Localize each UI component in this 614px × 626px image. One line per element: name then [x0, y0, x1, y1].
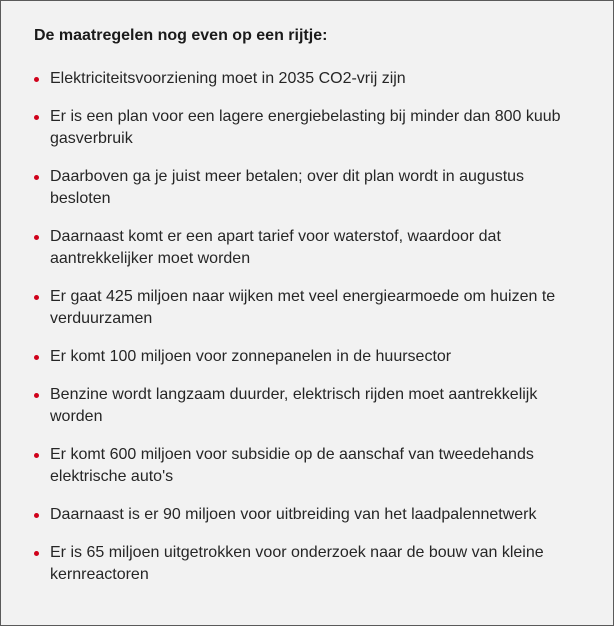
list-item-text: Benzine wordt langzaam duurder, elektrisch rijden moet aantrekkelijk worden: [50, 386, 538, 425]
bullet-icon: [34, 235, 39, 240]
bullet-icon: [34, 513, 39, 518]
measures-heading: De maatregelen nog even op een rijtje:: [34, 27, 328, 44]
bullet-icon: [34, 453, 39, 458]
bullet-icon: [34, 295, 39, 300]
list-item: [34, 444, 573, 488]
list-item: [34, 542, 573, 586]
measures-list: [34, 68, 573, 586]
bullet-icon: [34, 115, 39, 120]
list-item-text: Er is een plan voor een lagere energiebelasting bij minder dan 800 kuub gasverbruik: [50, 108, 561, 147]
list-item: [34, 106, 573, 150]
list-item: [34, 286, 573, 330]
list-item-text: Er komt 100 miljoen voor zonnepanelen in de huursector: [50, 348, 452, 365]
list-item-text: Er gaat 425 miljoen naar wijken met veel energiearmoede om huizen te verduurzamen: [50, 288, 556, 327]
list-item-text: Elektriciteitsvoorziening moet in 2035 CO2-vrij zijn: [50, 70, 406, 87]
bullet-icon: [34, 393, 39, 398]
list-item: [34, 166, 573, 210]
list-item-text: Daarboven ga je juist meer betalen; over dit plan wordt in augustus besloten: [50, 168, 525, 207]
bullet-icon: [34, 551, 39, 556]
list-item-text: Daarnaast is er 90 miljoen voor uitbreiding van het laadpalennetwerk: [50, 506, 537, 523]
list-item: [34, 504, 573, 526]
list-item: [34, 226, 573, 270]
list-item-text: Er is 65 miljoen uitgetrokken voor onderzoek naar de bouw van kleine kernreactoren: [50, 544, 544, 583]
bullet-icon: [34, 77, 39, 82]
bullet-icon: [34, 355, 39, 360]
list-item-text: Er komt 600 miljoen voor subsidie op de aanschaf van tweedehands elektrische auto's: [50, 446, 534, 485]
bullet-icon: [34, 175, 39, 180]
list-item: [34, 384, 573, 428]
list-item: [34, 346, 573, 368]
list-item: [34, 68, 573, 90]
list-item-text: Daarnaast komt er een apart tarief voor waterstof, waardoor dat aantrekkelijker moet worden: [50, 228, 501, 267]
